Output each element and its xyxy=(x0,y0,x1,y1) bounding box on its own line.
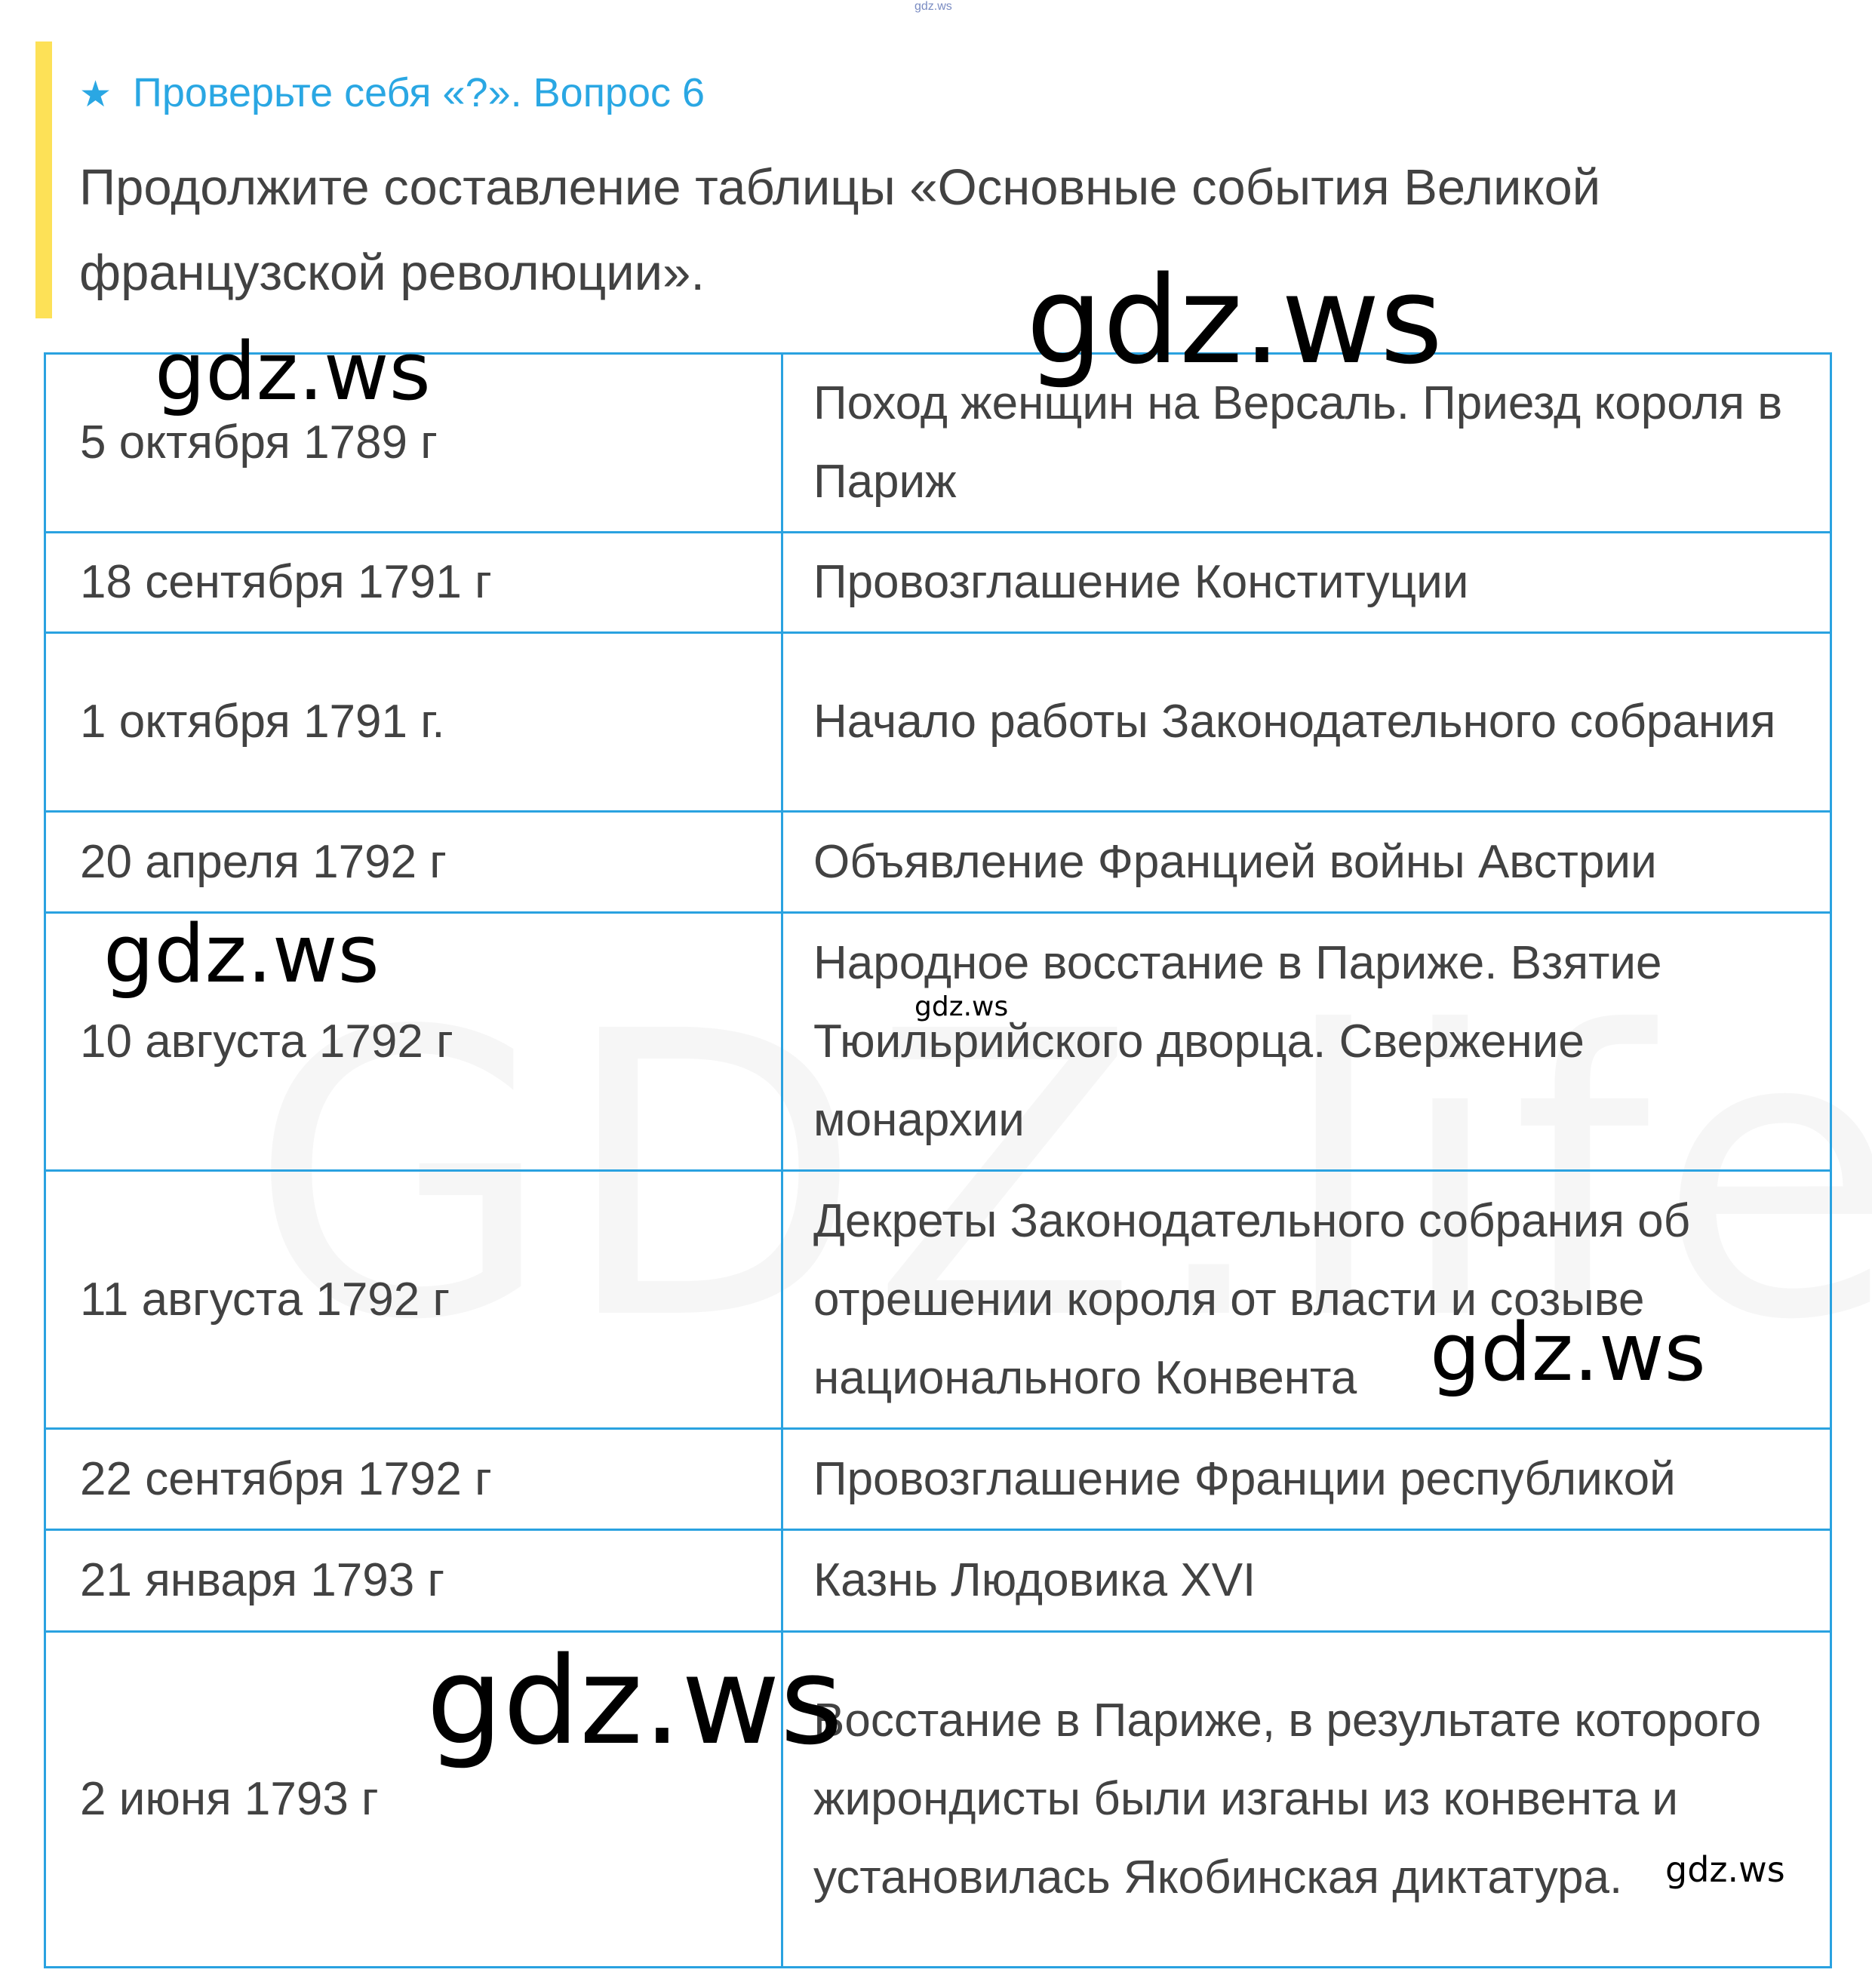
date-cell: 18 сентября 1791 г xyxy=(45,533,782,633)
event-cell: Восстание в Париже, в результате которого жирондисты были изганы из конвента и установилась Якобинская диктатура. xyxy=(782,1632,1831,1968)
date-cell: 20 апреля 1792 г xyxy=(45,812,782,913)
table-row xyxy=(45,812,1831,913)
site-watermark: gdz.ws xyxy=(155,325,431,418)
date-cell: 11 августа 1792 г xyxy=(45,1171,782,1429)
event-cell: Поход женщин на Версаль. Приезд короля в Париж xyxy=(782,354,1831,533)
site-watermark: gdz.ws xyxy=(103,908,380,1000)
site-watermark: gdz.ws xyxy=(426,1630,844,1771)
question-title: Проверьте себя «?». Вопрос 6 xyxy=(133,70,705,115)
event-cell: Декреты Законодательного собрания об отрешении короля от власти и созыве национального Конвента xyxy=(782,1171,1831,1429)
site-watermark: gdz.ws xyxy=(1430,1306,1706,1399)
event-cell: Провозглашение Конституции xyxy=(782,533,1831,633)
table-row xyxy=(45,1530,1831,1632)
date-cell: 21 января 1793 г xyxy=(45,1530,782,1632)
event-cell: Народное восстание в Париже. Взятие Тюильрийского дворца. Свержение монархии xyxy=(782,913,1831,1171)
star-icon: ★ xyxy=(79,75,112,115)
table-row xyxy=(45,1632,1831,1968)
date-cell: 10 августа 1792 г xyxy=(45,913,782,1171)
date-cell: 1 октября 1791 г. xyxy=(45,633,782,812)
events-table xyxy=(44,352,1832,1968)
event-cell: Объявление Францией войны Австрии xyxy=(782,812,1831,913)
date-cell: 22 сентября 1792 г xyxy=(45,1429,782,1530)
table-row xyxy=(45,633,1831,812)
site-watermark: gdz.ws xyxy=(1026,250,1443,391)
event-cell: Провозглашение Франции республикой xyxy=(782,1429,1831,1530)
date-cell: 5 октября 1789 г xyxy=(45,354,782,533)
question-heading xyxy=(79,66,705,121)
table-row xyxy=(45,533,1831,633)
date-cell: 2 июня 1793 г xyxy=(45,1632,782,1968)
accent-bar xyxy=(35,41,52,318)
event-cell: Начало работы Законодательного собрания xyxy=(782,633,1831,812)
top-watermark: gdz.ws xyxy=(914,0,952,13)
event-cell: Казнь Людовика XVI xyxy=(782,1530,1831,1632)
task-text: Продолжите составление таблицы «Основные события Великой французской революции». xyxy=(79,159,1601,301)
table-row xyxy=(45,1429,1831,1530)
site-watermark: gdz.ws xyxy=(1665,1849,1785,1890)
site-watermark: gdz.ws xyxy=(914,991,1009,1022)
